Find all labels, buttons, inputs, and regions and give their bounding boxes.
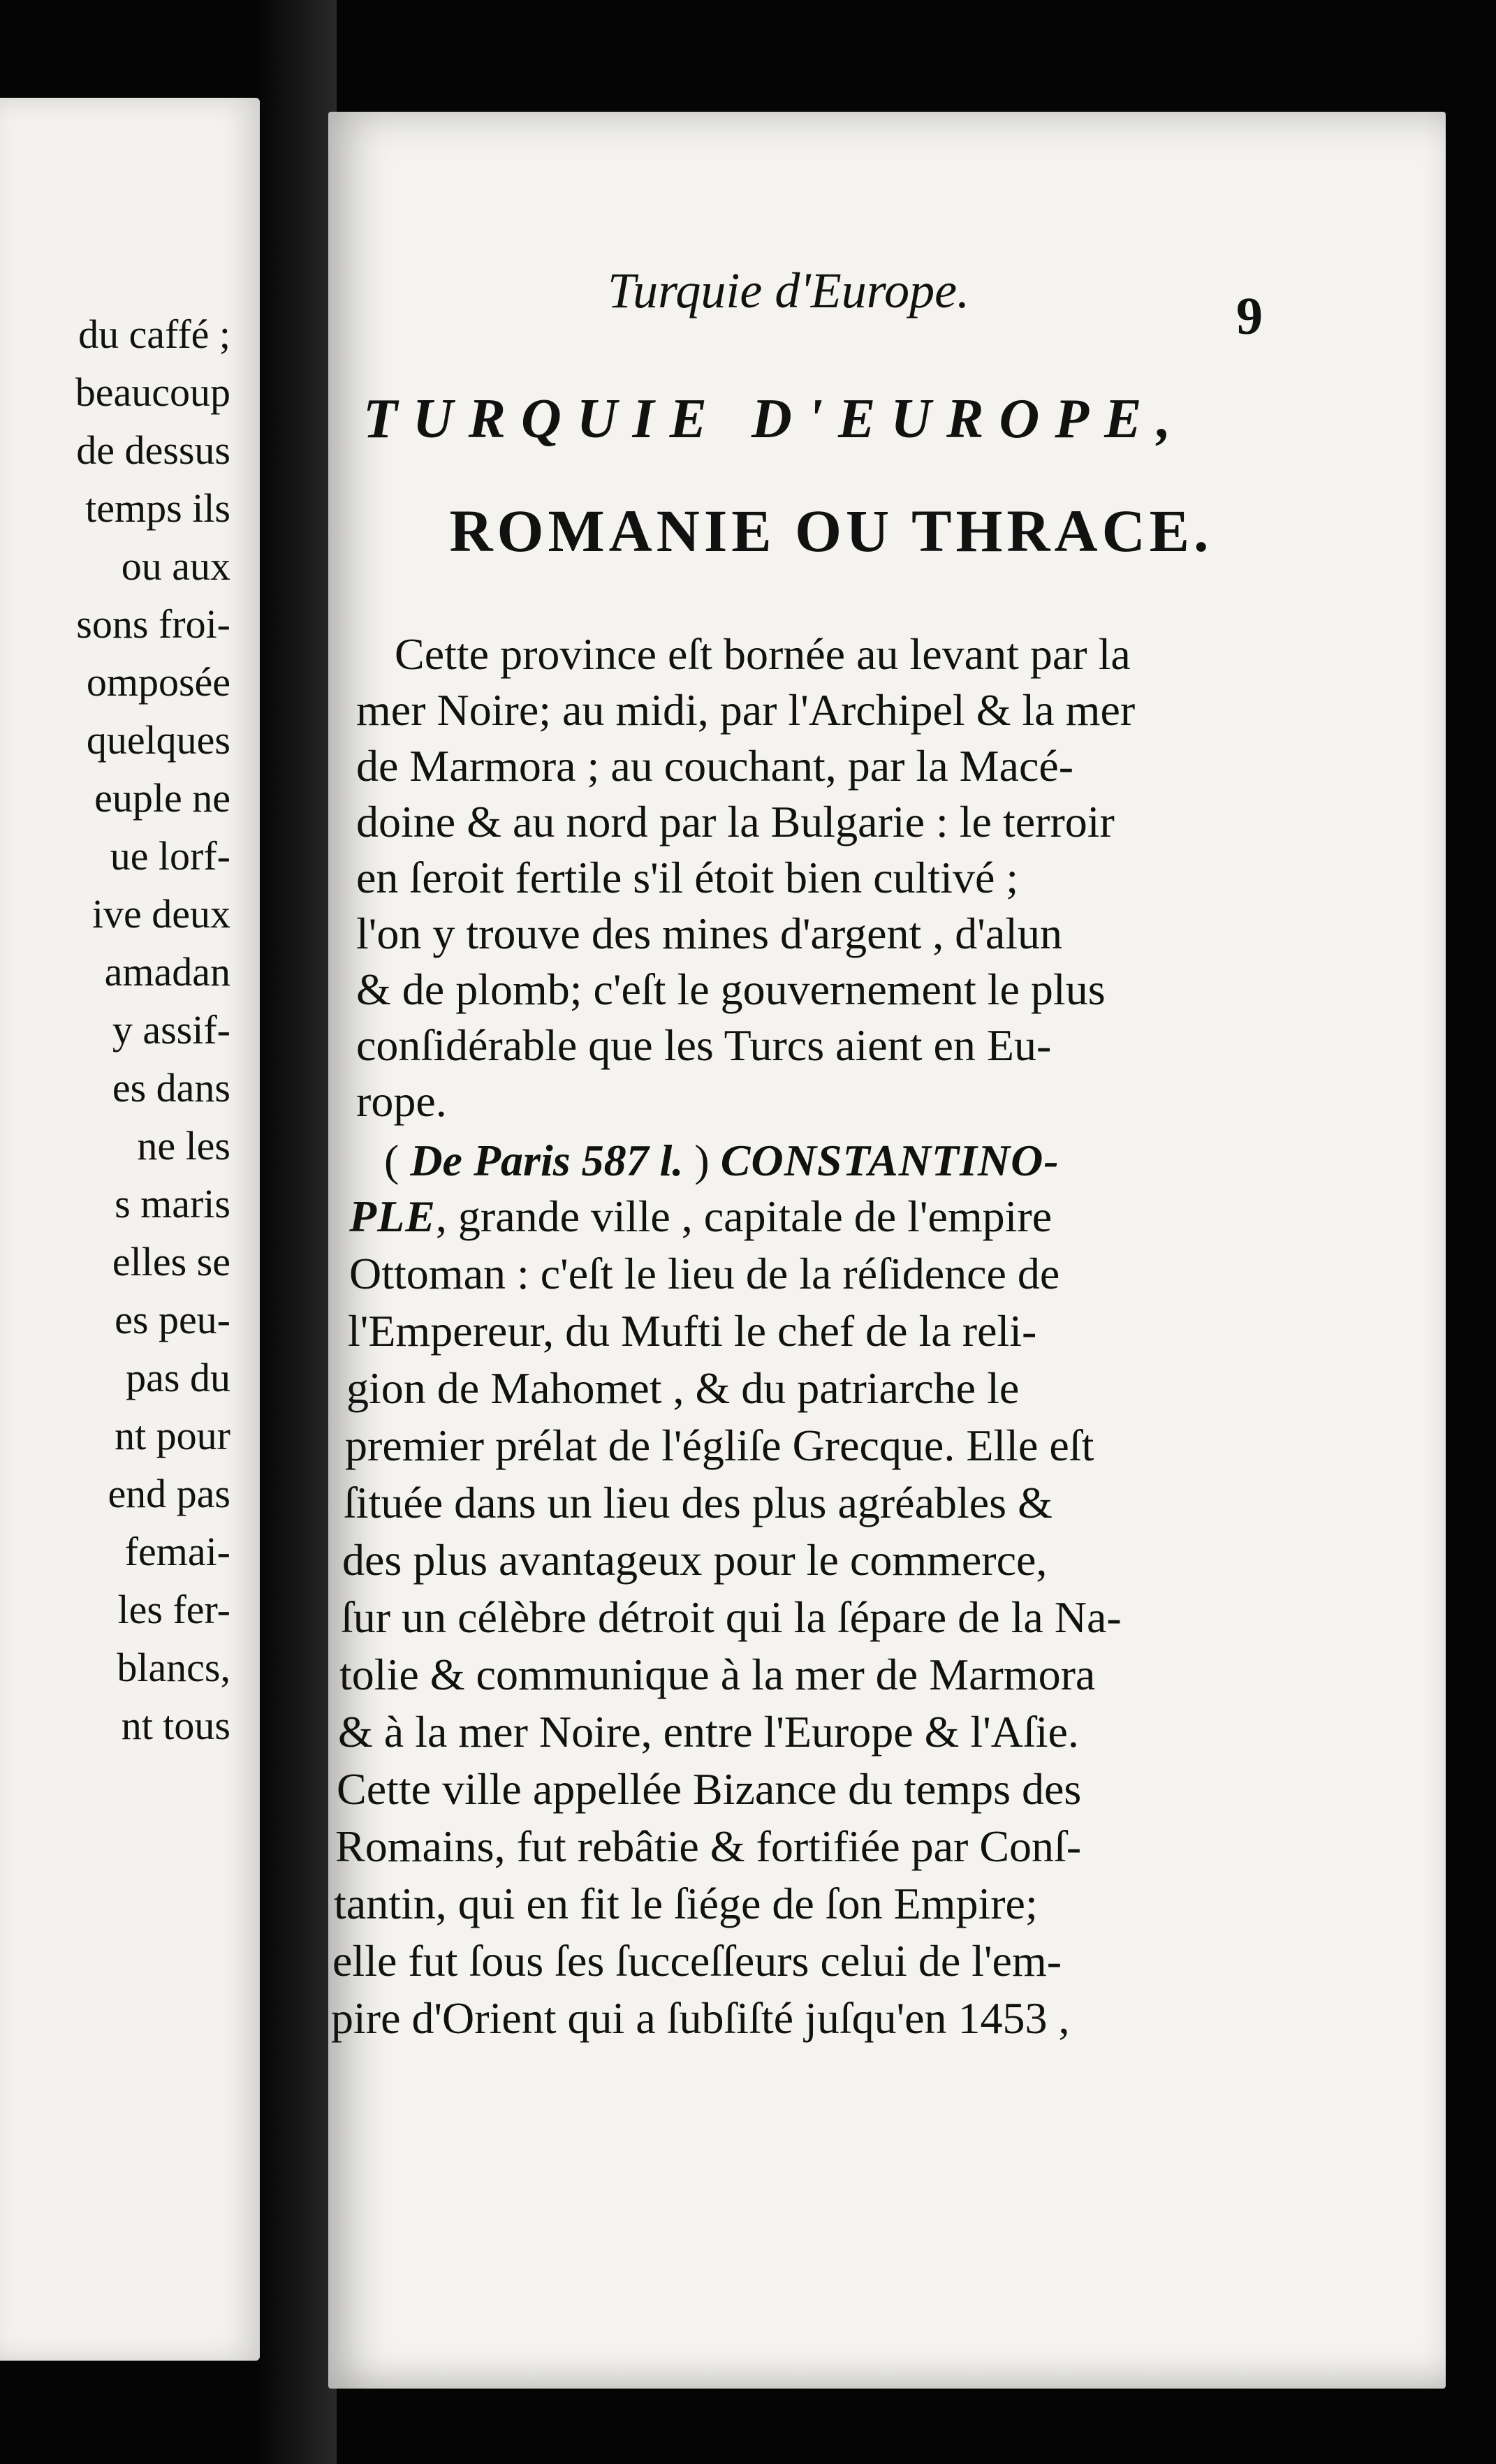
- paragraph-2-line: Ottoman : c'eſt le lieu de la réſidence de: [349, 1249, 1060, 1298]
- left-page-line: ive deux: [91, 891, 230, 937]
- left-page-line: nt tous: [121, 1703, 230, 1748]
- left-page-line: es peu-: [115, 1297, 230, 1342]
- left-page-line: du caffé ;: [78, 311, 230, 357]
- left-page-line: ue lorf-: [110, 833, 230, 879]
- left-page-line: y assif-: [112, 1007, 230, 1053]
- paragraph-2-line: premier prélat de l'égliſe Grecque. Elle eſt: [345, 1421, 1094, 1470]
- paragraph-2-line: gion de Mahomet , & du patriarche le: [346, 1363, 1020, 1413]
- paragraph-2-line: ſur un célèbre détroit qui la ſépare de la Na-: [341, 1592, 1122, 1642]
- left-page-line: quelques: [86, 717, 230, 763]
- running-head: Turquie d'Europe.: [608, 263, 970, 318]
- first-line-rest: , grande ville , capitale de l'empire: [435, 1191, 1053, 1241]
- left-page-line: pas du: [126, 1355, 230, 1400]
- close-paren: ): [694, 1136, 710, 1185]
- right-page: [328, 112, 1446, 2389]
- left-page-line: de dessus: [76, 427, 230, 473]
- left-page-line: end pas: [108, 1471, 230, 1516]
- paragraph-2-line: des plus avantageux pour le commerce,: [342, 1535, 1048, 1585]
- left-page-line: nt pour: [115, 1413, 230, 1458]
- paragraph-2-line: ſituée dans un lieu des plus agréables &: [344, 1478, 1053, 1527]
- left-page-line: sons froi-: [76, 601, 230, 647]
- body-text: [328, 112, 1446, 2389]
- paragraph-2-line: Romains, fut rebâtie & fortifiée par Conſ-: [335, 1821, 1082, 1871]
- section-subtitle: ROMANIE OU THRACE.: [449, 497, 1213, 564]
- distance-note: De Paris 587 l.: [410, 1136, 684, 1185]
- left-page-line: amadan: [104, 949, 230, 995]
- paragraph-1-line: de Marmora ; au couchant, par la Macé-: [356, 741, 1074, 791]
- left-page-line: ou aux: [121, 543, 230, 589]
- paragraph-1-line: en ſeroit fertile s'il étoit bien cultivé ;: [356, 853, 1019, 902]
- left-page-line: ne les: [137, 1123, 230, 1168]
- left-page-line: s maris: [115, 1181, 230, 1226]
- left-page-line: euple ne: [94, 775, 230, 821]
- paragraph-1-line: & de plomb; c'eſt le gouvernement le plus: [356, 965, 1106, 1014]
- left-page: [0, 98, 260, 2361]
- paragraph-1-line: mer Noire; au midi, par l'Archipel & la mer: [356, 685, 1136, 735]
- left-page-line: blancs,: [117, 1645, 230, 1690]
- paragraph-2-line: pire d'Orient qui a ſubſiſté juſqu'en 1453 ,: [331, 1993, 1070, 2043]
- left-page-line: omposée: [86, 659, 230, 705]
- left-page-line: femai-: [124, 1529, 230, 1574]
- paragraph-2-line: elle fut ſous ſes ſucceſſeurs celui de l'em-: [332, 1936, 1062, 1986]
- paragraph-2-line: & à la mer Noire, entre l'Europe & l'Aſie.: [338, 1707, 1079, 1757]
- page-number: 9: [1236, 287, 1263, 346]
- paragraph-2-line-1: [349, 1191, 1053, 1241]
- section-title: TURQUIE D'EUROPE,: [363, 388, 1187, 450]
- paragraph-2-line: tolie & communique à la mer de Marmora: [339, 1650, 1096, 1699]
- left-page-line: elles se: [112, 1239, 230, 1284]
- paragraph-2-line: Cette ville appellée Bizance du temps des: [337, 1764, 1082, 1814]
- paragraph-1-line: conſidérable que les Turcs aient en Eu-: [356, 1020, 1052, 1070]
- open-paren: (: [384, 1136, 399, 1185]
- paragraph-1-line: rope.: [356, 1076, 447, 1126]
- left-page-line: les fer-: [117, 1587, 230, 1632]
- left-page-line: beaucoup: [75, 369, 230, 415]
- paragraph-1-line: l'on y trouve des mines d'argent , d'alun: [356, 909, 1062, 958]
- city-name-part1: CONSTANTINO-: [720, 1136, 1059, 1185]
- paragraph-2-line: tantin, qui en fit le ſiége de ſon Empire;: [334, 1879, 1038, 1928]
- paragraph-2-lead: [384, 1138, 1059, 1183]
- paragraph-1-line: doine & au nord par la Bulgarie : le terroir: [356, 797, 1115, 846]
- paragraph-2-line: l'Empereur, du Mufti le chef de la reli-: [348, 1306, 1037, 1356]
- left-page-line: temps ils: [85, 485, 230, 531]
- city-name-part2: PLE: [349, 1191, 436, 1241]
- book-gutter: [260, 0, 337, 2464]
- left-page-line: es dans: [112, 1065, 230, 1110]
- paragraph-1-line: Cette province eſt bornée au levant par la: [395, 629, 1131, 679]
